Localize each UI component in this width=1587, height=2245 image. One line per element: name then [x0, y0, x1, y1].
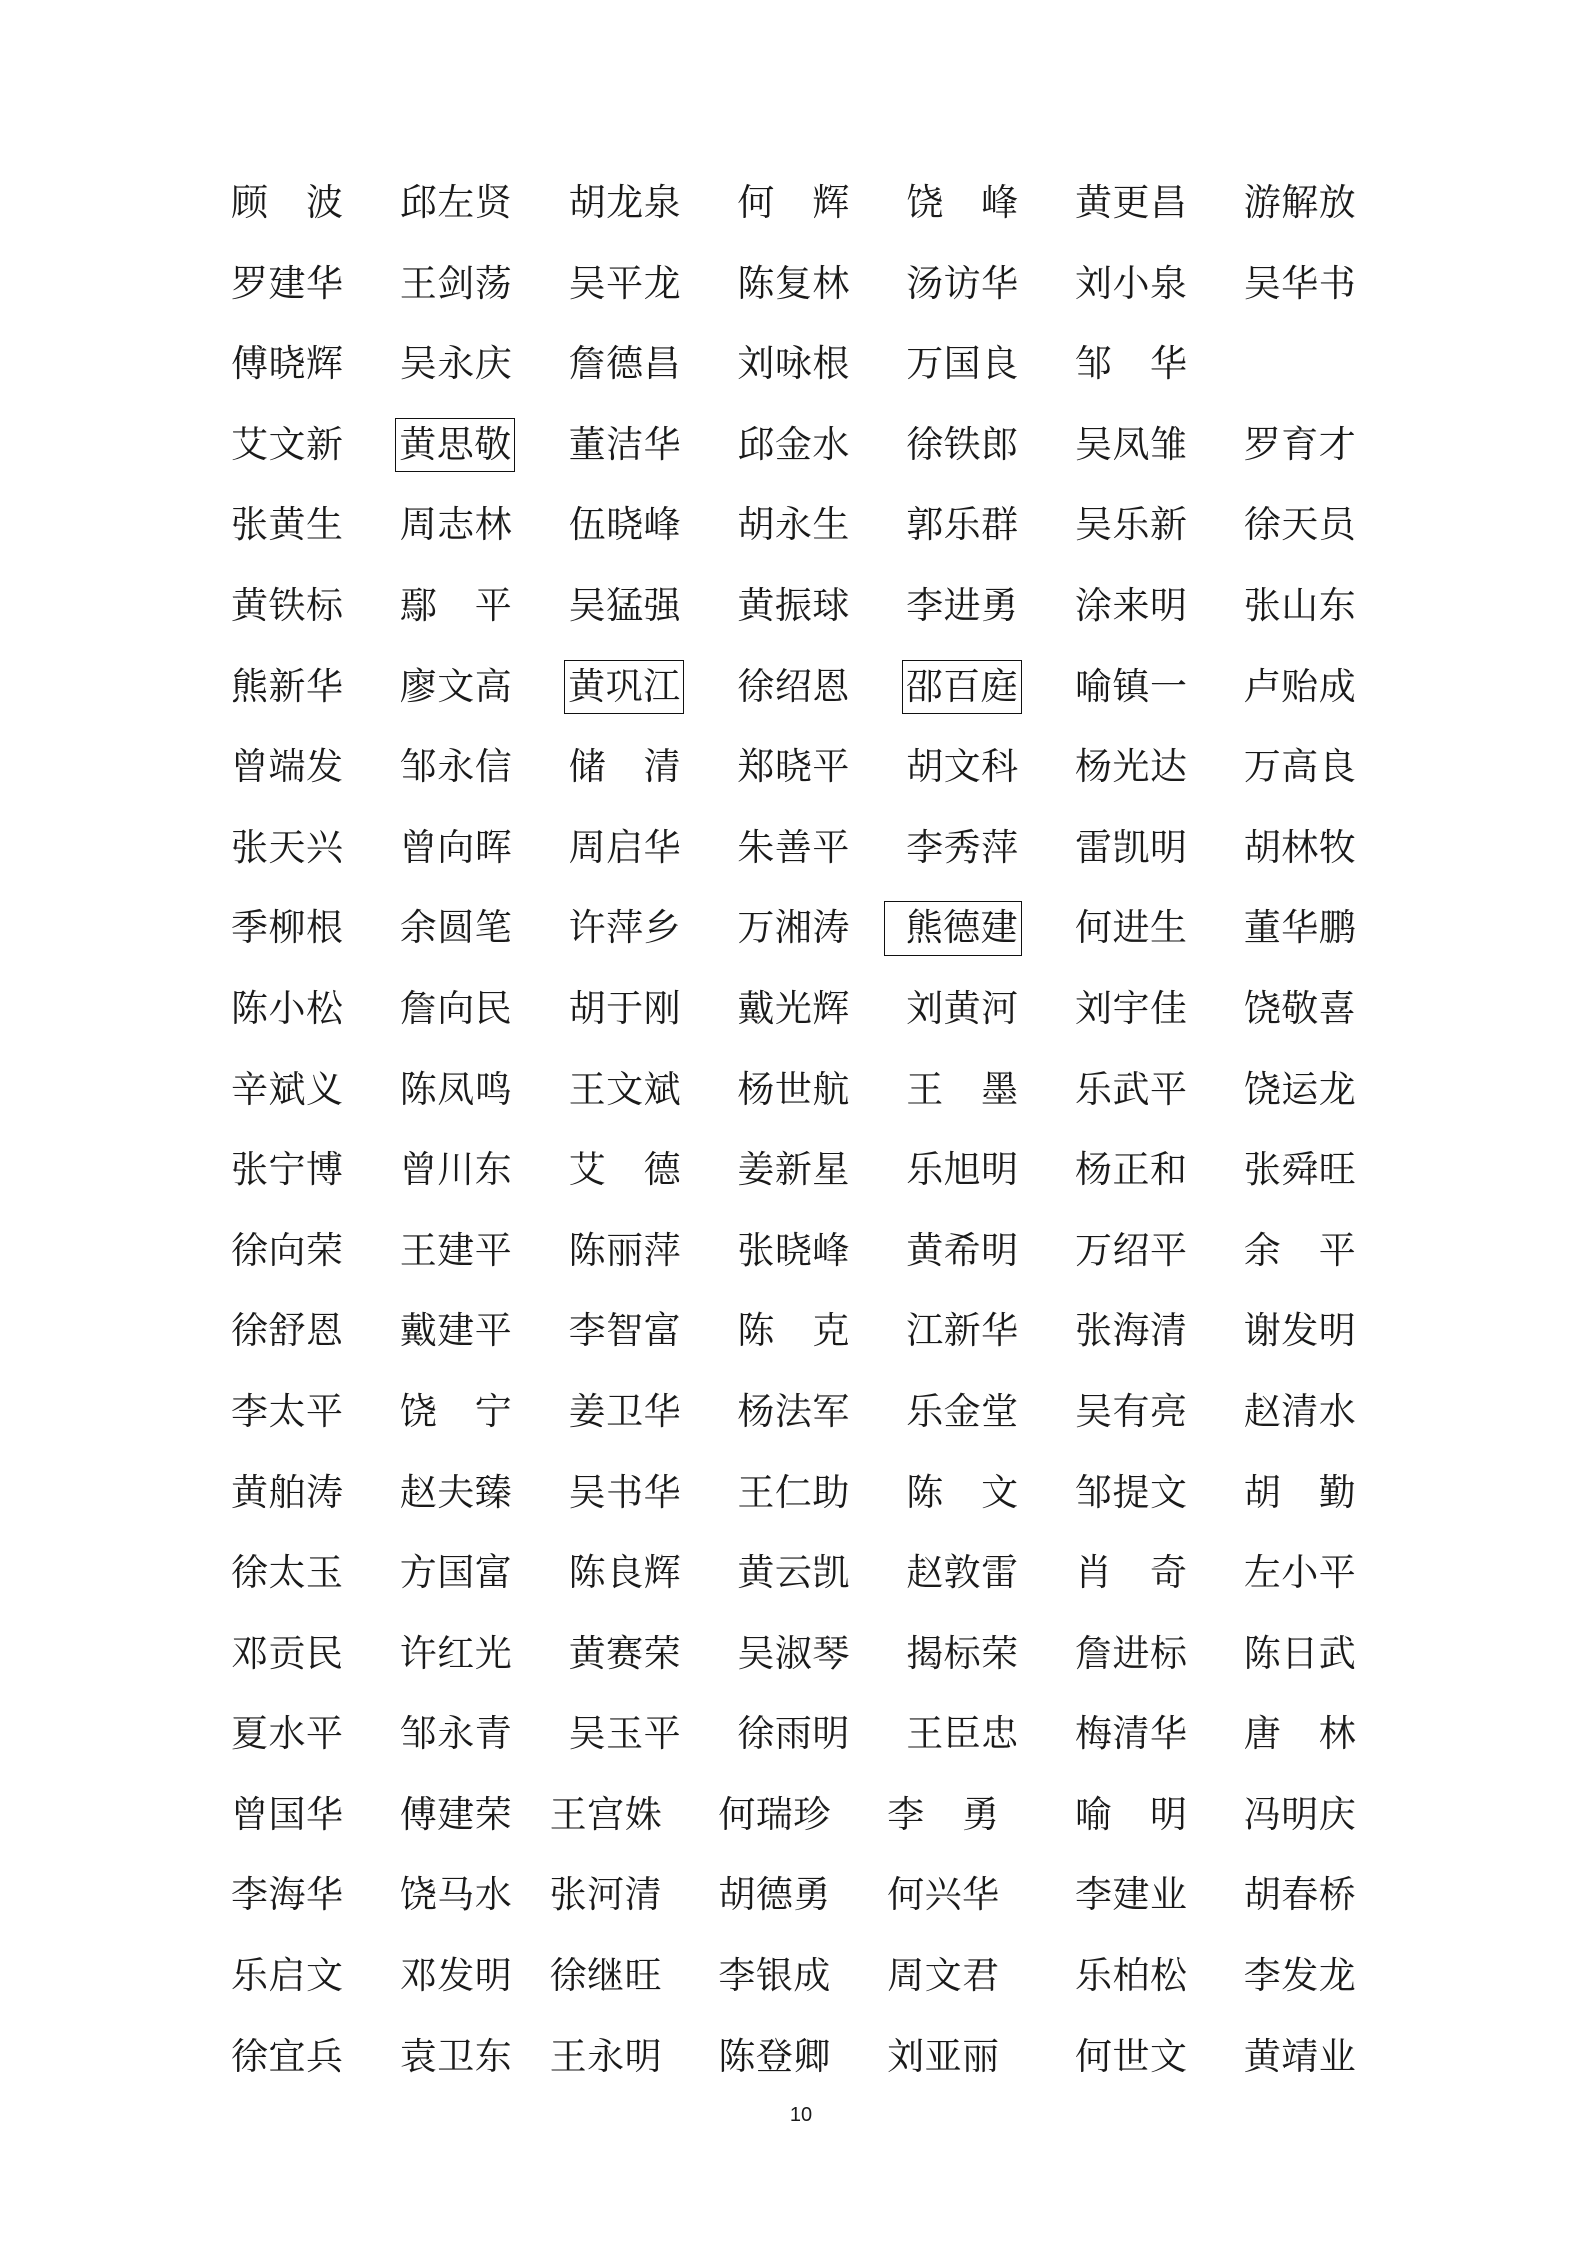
name-entry: 乐金堂: [906, 1389, 1019, 1433]
name-entry: 冯明庆: [1243, 1792, 1356, 1836]
name-entry: 吴淑琴: [737, 1631, 850, 1675]
name-entry: 傅晓辉: [231, 342, 343, 386]
name-row: [231, 1533, 1431, 1614]
name-entry: 胡永生: [737, 503, 850, 547]
name-entry: 刘宇佳: [1074, 986, 1187, 1030]
name-entry: 詹向民: [399, 986, 512, 1030]
name-entry: 吴乐新: [1074, 503, 1187, 547]
name-entry: 朱善平: [737, 825, 850, 869]
name-entry: 吴猛强: [568, 583, 681, 627]
name-entry: 张舜旺: [1243, 1148, 1356, 1192]
name-entry: 黄铁标: [231, 583, 343, 627]
name-entry: 胡于刚: [568, 986, 681, 1030]
name-entry: 黄云凯: [737, 1551, 850, 1595]
name-entry: 李智富: [568, 1309, 681, 1353]
name-entry: 张晓峰: [737, 1228, 850, 1272]
name-entry: 李太平: [231, 1389, 343, 1433]
name-entry: 王仁助: [737, 1470, 850, 1514]
name-entry: 喻镇一: [1074, 664, 1187, 708]
name-entry: 刘亚丽: [887, 2034, 1000, 2078]
name-row: [231, 163, 1431, 244]
name-entry: 姜卫华: [568, 1389, 681, 1433]
name-entry: 曾向晖: [399, 825, 512, 869]
name-entry: 胡德勇: [718, 1873, 831, 1917]
name-entry: 王永明: [549, 2034, 662, 2078]
name-row: [231, 647, 1431, 728]
name-entry: 陈凤鸣: [399, 1067, 512, 1111]
name-entry: 徐太玉: [231, 1551, 343, 1595]
name-entry: 董洁华: [568, 422, 681, 466]
name-entry: 傅建荣: [399, 1792, 512, 1836]
name-entry: 饶敬喜: [1243, 986, 1356, 1030]
name-entry: 张黄生: [231, 503, 343, 547]
boxed-name-entry: 熊德建: [884, 901, 1022, 956]
name-entry: 陈 文: [906, 1470, 1019, 1514]
name-entry: 郑晓平: [737, 745, 850, 789]
name-entry: 李 勇: [887, 1792, 1000, 1836]
name-entry: 邹 华: [1074, 342, 1187, 386]
name-entry: 王建平: [399, 1228, 512, 1272]
name-entry: 徐铁郎: [906, 422, 1019, 466]
name-entry: 徐舒恩: [231, 1309, 343, 1353]
name-entry: 廖文高: [399, 664, 512, 708]
name-entry: 胡文科: [906, 745, 1019, 789]
name-entry: 罗育才: [1243, 422, 1356, 466]
name-row: [231, 566, 1431, 647]
name-entry: 余圆笔: [399, 906, 512, 950]
name-entry: 艾文新: [231, 422, 343, 466]
name-entry: 辛斌义: [231, 1067, 343, 1111]
name-row: [231, 1291, 1431, 1372]
name-entry: 郭乐群: [906, 503, 1019, 547]
name-entry: 万国良: [906, 342, 1019, 386]
name-entry: 乐启文: [231, 1954, 343, 1998]
name-entry: 唐 林: [1243, 1712, 1356, 1756]
name-entry: 何进生: [1074, 906, 1187, 950]
name-entry: 梅清华: [1074, 1712, 1187, 1756]
name-row: [231, 405, 1431, 486]
name-entry: 方国富: [399, 1551, 512, 1595]
name-entry: 吴书华: [568, 1470, 681, 1514]
name-row: [231, 888, 1431, 969]
name-entry: 周志林: [399, 503, 512, 547]
name-entry: 张河清: [549, 1873, 662, 1917]
name-row: [231, 485, 1431, 566]
name-entry: 乐武平: [1074, 1067, 1187, 1111]
name-entry: 张海清: [1074, 1309, 1187, 1353]
name-entry: 赵清水: [1243, 1389, 1356, 1433]
name-entry: 徐绍恩: [737, 664, 850, 708]
name-entry: 陈 克: [737, 1309, 850, 1353]
name-entry: 徐继旺: [549, 1954, 662, 1998]
name-entry: 杨世航: [737, 1067, 850, 1111]
name-entry: 徐雨明: [737, 1712, 850, 1756]
page-number: 10: [789, 2104, 813, 2126]
name-entry: 邓贡民: [231, 1631, 343, 1675]
name-entry: 杨法军: [737, 1389, 850, 1433]
name-entry: 艾 德: [568, 1148, 681, 1192]
name-entry: 李秀萍: [906, 825, 1019, 869]
name-entry: 王文斌: [568, 1067, 681, 1111]
name-entry: 汤访华: [906, 261, 1019, 305]
name-entry: 邹提文: [1074, 1470, 1187, 1514]
name-entry: 曾川东: [399, 1148, 512, 1192]
name-entry: 胡林牧: [1243, 825, 1356, 869]
name-entry: 徐向荣: [231, 1228, 343, 1272]
name-entry: 黄赛荣: [568, 1631, 681, 1675]
name-entry: 黄靖业: [1243, 2034, 1356, 2078]
name-entry: 涂来明: [1074, 583, 1187, 627]
name-entry: 吴凤雏: [1074, 422, 1187, 466]
name-entry: 张天兴: [231, 825, 343, 869]
name-entry: 赵敦雷: [906, 1551, 1019, 1595]
name-row: [231, 808, 1431, 889]
name-entry: 曾端发: [231, 745, 343, 789]
name-row: [231, 244, 1431, 325]
name-row: [231, 1936, 1431, 2017]
name-row: [231, 969, 1431, 1050]
name-entry: 万高良: [1243, 745, 1356, 789]
name-entry: 王 墨: [906, 1067, 1019, 1111]
name-entry: 罗建华: [231, 261, 343, 305]
name-row: [231, 2017, 1431, 2098]
name-row: [231, 727, 1431, 808]
name-entry: 陈良辉: [568, 1551, 681, 1595]
name-entry: 邓发明: [399, 1954, 512, 1998]
name-entry: 王臣忠: [906, 1712, 1019, 1756]
name-entry: 邹永青: [399, 1712, 512, 1756]
name-entry: 许萍乡: [568, 906, 681, 950]
name-entry: 李进勇: [906, 583, 1019, 627]
name-entry: 吴平龙: [568, 261, 681, 305]
name-entry: 邹永信: [399, 745, 512, 789]
name-entry: 胡春桥: [1243, 1873, 1356, 1917]
name-entry: 邱金水: [737, 422, 850, 466]
name-entry: 江新华: [906, 1309, 1019, 1353]
name-entry: 陈日武: [1243, 1631, 1356, 1675]
name-entry: 喻 明: [1074, 1792, 1187, 1836]
boxed-name-entry: 邵百庭: [902, 660, 1022, 715]
name-entry: 陈登卿: [718, 2034, 831, 2078]
name-entry: 姜新星: [737, 1148, 850, 1192]
name-entry: 李建业: [1074, 1873, 1187, 1917]
name-entry: 戴建平: [399, 1309, 512, 1353]
name-entry: 许红光: [399, 1631, 512, 1675]
name-entry: 何世文: [1074, 2034, 1187, 2078]
name-entry: 雷凯明: [1074, 825, 1187, 869]
name-entry: 张山东: [1243, 583, 1356, 627]
boxed-name-entry: 黄巩江: [564, 660, 684, 715]
name-entry: 张宁博: [231, 1148, 343, 1192]
name-entry: 袁卫东: [399, 2034, 512, 2078]
name-entry: 伍晓峰: [568, 503, 681, 547]
name-row: [231, 1614, 1431, 1695]
name-entry: 邱左贤: [399, 181, 512, 225]
name-row: [231, 1050, 1431, 1131]
name-entry: 周文君: [887, 1954, 1000, 1998]
name-entry: 何瑞珍: [718, 1792, 831, 1836]
name-row: [231, 1130, 1431, 1211]
name-entry: 夏水平: [231, 1712, 343, 1756]
name-entry: 戴光辉: [737, 986, 850, 1030]
name-entry: 饶运龙: [1243, 1067, 1356, 1111]
name-entry: 刘小泉: [1074, 261, 1187, 305]
name-entry: 万湘涛: [737, 906, 850, 950]
name-entry: 储 清: [568, 745, 681, 789]
name-row: [231, 1694, 1431, 1775]
name-entry: 熊新华: [231, 664, 343, 708]
name-row: [231, 1855, 1431, 1936]
name-entry: 徐天员: [1243, 503, 1356, 547]
name-entry: 胡 勤: [1243, 1470, 1356, 1514]
name-entry: 王剑荡: [399, 261, 512, 305]
name-entry: 谢发明: [1243, 1309, 1356, 1353]
name-row: [231, 1372, 1431, 1453]
name-row: [231, 324, 1431, 405]
name-list: [231, 163, 1431, 2097]
name-entry: 卢贻成: [1243, 664, 1356, 708]
name-entry: 詹德昌: [568, 342, 681, 386]
name-row: [231, 1453, 1431, 1534]
name-entry: 陈小松: [231, 986, 343, 1030]
name-entry: 顾 波: [231, 181, 343, 225]
name-entry: 黄更昌: [1074, 181, 1187, 225]
name-entry: 胡龙泉: [568, 181, 681, 225]
name-row: [231, 1775, 1431, 1856]
name-entry: 肖 奇: [1074, 1551, 1187, 1595]
name-entry: 李银成: [718, 1954, 831, 1998]
name-entry: 陈丽萍: [568, 1228, 681, 1272]
name-entry: 饶马水: [399, 1873, 512, 1917]
name-entry: 何兴华: [887, 1873, 1000, 1917]
name-entry: 饶 宁: [399, 1389, 512, 1433]
name-entry: 黄希明: [906, 1228, 1019, 1272]
name-entry: 万绍平: [1074, 1228, 1187, 1272]
name-entry: 吴永庆: [399, 342, 512, 386]
name-entry: 李海华: [231, 1873, 343, 1917]
name-row: [231, 1211, 1431, 1292]
name-entry: 杨正和: [1074, 1148, 1187, 1192]
name-entry: 何 辉: [737, 181, 850, 225]
name-entry: 饶 峰: [906, 181, 1019, 225]
name-entry: 李发龙: [1243, 1954, 1356, 1998]
name-entry: 陈复林: [737, 261, 850, 305]
name-entry: 刘咏根: [737, 342, 850, 386]
name-entry: 曾国华: [231, 1792, 343, 1836]
name-entry: 吴玉平: [568, 1712, 681, 1756]
name-entry: 吴有亮: [1074, 1389, 1187, 1433]
name-entry: 乐旭明: [906, 1148, 1019, 1192]
name-entry: 徐宜兵: [231, 2034, 343, 2078]
name-entry: 周启华: [568, 825, 681, 869]
name-entry: 董华鹏: [1243, 906, 1356, 950]
name-entry: 季柳根: [231, 906, 343, 950]
name-entry: 左小平: [1243, 1551, 1356, 1595]
name-entry: 揭标荣: [906, 1631, 1019, 1675]
name-entry: 乐柏松: [1074, 1954, 1187, 1998]
name-entry: 鄢 平: [399, 583, 512, 627]
name-entry: 詹进标: [1074, 1631, 1187, 1675]
name-entry: 余 平: [1243, 1228, 1356, 1272]
name-entry: 黄振球: [737, 583, 850, 627]
name-entry: 王宫姝: [549, 1792, 662, 1836]
name-entry: 刘黄河: [906, 986, 1019, 1030]
name-entry: 杨光达: [1074, 745, 1187, 789]
boxed-name-entry: 黄思敬: [395, 418, 515, 473]
name-entry: 吴华书: [1243, 261, 1356, 305]
name-entry: 赵夫臻: [399, 1470, 512, 1514]
name-entry: 游解放: [1243, 181, 1356, 225]
name-entry: 黄舶涛: [231, 1470, 343, 1514]
